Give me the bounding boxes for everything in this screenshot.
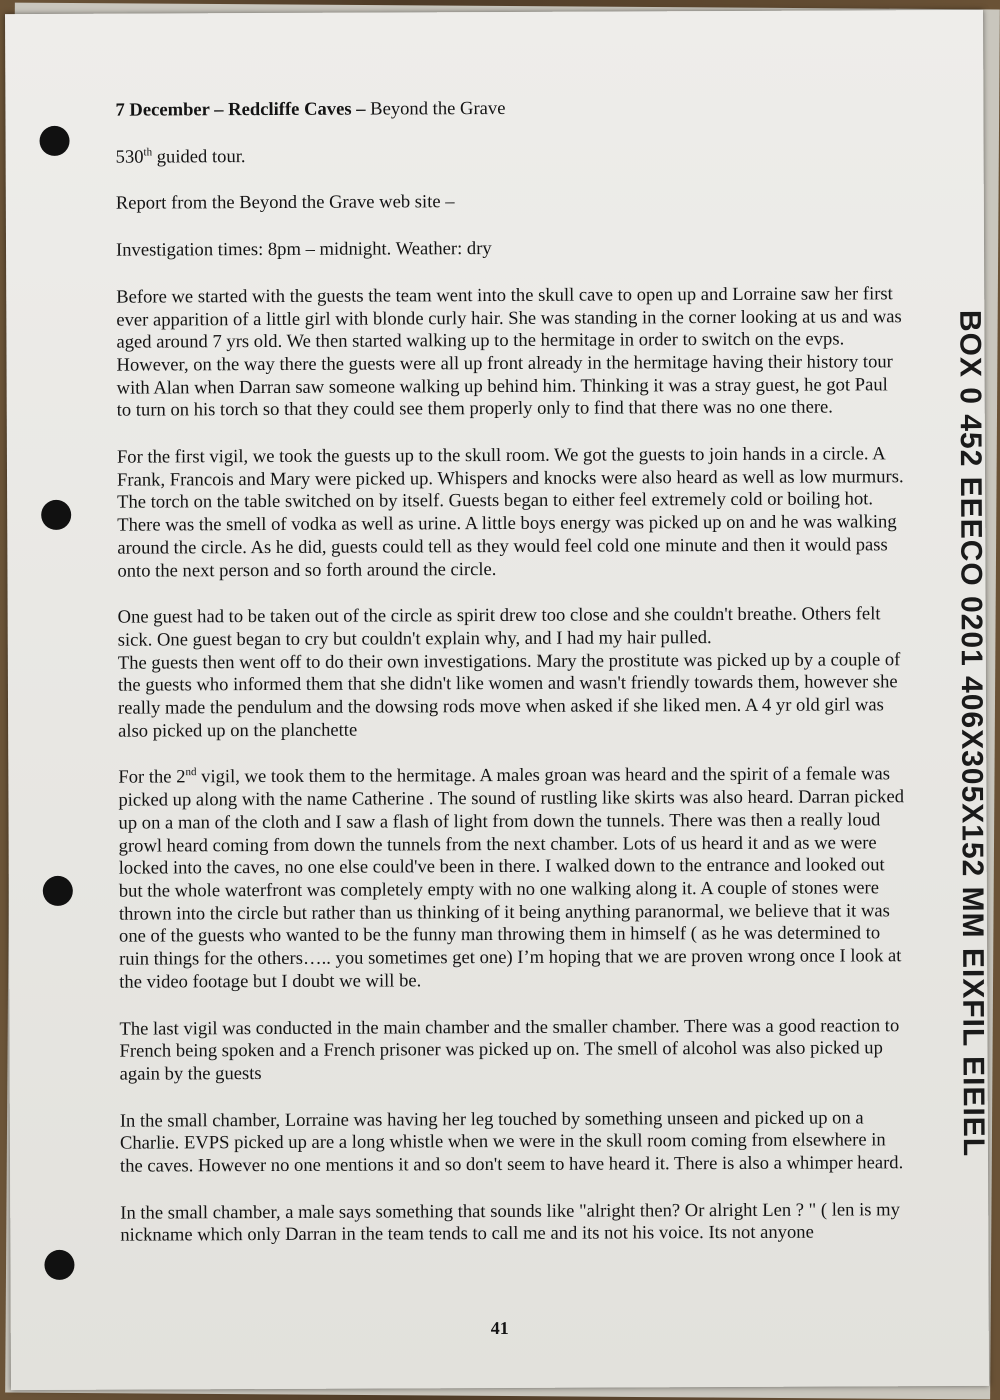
page-number: 41 xyxy=(490,1317,509,1339)
punch-hole xyxy=(39,126,69,156)
times-line: Investigation times: 8pm – midnight. Weather: dry xyxy=(115,238,492,261)
tour-number: 530 xyxy=(115,146,144,168)
punch-hole xyxy=(44,1250,74,1280)
tour-suffix: th xyxy=(143,146,153,159)
punch-hole xyxy=(43,876,73,906)
paragraph-3b: The guests then went off to do their own investigations. Mary the prostitute was picked up by a couple of the guests who informed them that she didn't like women and wasn't friendly towards them, however she really made the pendulum and the dowsing rods move when asked if she liked men. A 4 yr old girl was also picked up on the planchette xyxy=(117,648,901,742)
heading-date: 7 December xyxy=(115,99,210,121)
heading-subtitle: Beyond the Grave xyxy=(370,97,506,120)
heading-dash: – xyxy=(209,99,229,121)
document-body xyxy=(115,96,910,1272)
report-line: Report from the Beyond the Grave web site – xyxy=(115,191,455,215)
document-page xyxy=(5,10,989,1390)
tour-text: guided tour. xyxy=(152,145,246,168)
paragraph-4-text: vigil, we took them to the hermitage. A males groan was heard and the spirit of a female was picked up along with the name Catherine . The sound of rustling like skirts was also heard. Darran picked up on a man of the cloth and I saw a flash of light from down the tunnels. There was then a really loud growl heard coming from down the tunnels from the next chamber. Lots of us heard it and as we were locked into the caves, no one else could've been in there. I walked down to the entrance and looked out but the whole waterfront was completely empty with no one walking along it. A couple of stones were thrown into the circle but rather than us thinking of it being anything paranormal, we believe that it was one of the guests who wanted to be the funny man throwing them in himself ( as he was determined to ruin things for the others….. you sometimes get one) I’m hoping that we are proven wrong once I look at the video footage but I doubt we will be. xyxy=(118,763,905,993)
paragraph-7: In the small chamber, a male says something that sounds like "alright then? Or alright Len ? " ( len is my nickname which only Darran in the team tends to call me and its not his voice. Its not anyone xyxy=(120,1198,900,1247)
paragraph-4-start: For the 2 xyxy=(118,766,186,789)
paragraph-1: Before we started with the guests the team went into the skull cave to open up and Lorraine saw her first ever apparition of a little girl with blonde curly hair. She was standing in the corner looking at us and was aged around 7 yrs old. We then started walking up to the hermitage in order to switch on the evps. However, on the way there the guests were all up front already in the hermitage having their history tour with Alan when Darran saw someone walking up behind him. Thinking it was a stray guest, he got Paul to turn on his torch so that they could see them properly only to find that there was no one there. xyxy=(116,283,902,421)
heading-location: Redcliffe Caves xyxy=(228,98,352,121)
ordinal-suffix: nd xyxy=(185,766,197,779)
paragraph-6: In the small chamber, Lorraine was having her leg touched by something unseen and picked up on a Charlie. EVPS picked up are a long whistle when we were in the skull room coming from elsewhere in the caves. However no one mentions it and so don't seem to have heard it. There is also a whimper heard. xyxy=(119,1107,904,1177)
paragraph-5: The last vigil was conducted in the main chamber and the smaller chamber. There was a good reaction to French being spoken and a French prisoner was picked up on. The smell of alcohol was also picked up again by the guests xyxy=(119,1014,900,1085)
heading-dash: – xyxy=(351,98,371,120)
document-heading xyxy=(115,96,905,122)
paragraph-4 xyxy=(118,764,909,994)
punch-hole xyxy=(41,500,71,530)
paragraph-3a: One guest had to be taken out of the circle as spirit drew too close and she couldn't breathe. Others felt sick. One guest began to cry but couldn't explain why, and I had my hair pulled. xyxy=(117,603,881,651)
paragraph-2: For the first vigil, we took the guests up to the skull room. We got the guests to join hands in a circle. A Frank, Francois and Mary were picked up. Whispers and knocks were also heard as well as low murmurs. The torch on the table switched on by itself. Guests began to either feel extremely cold or boiling hot. There was the smell of vodka as well as urine. A little boys energy was picked up on and he was walking around the circle. As he did, guests could tell as they would feel cold one minute and then it would pass onto the next person and so forth around the circle. xyxy=(116,443,904,582)
side-stamp-text: BOX 0 452 EEECO 0201 406X305X152 MM EIXFIL EIEIEL xyxy=(953,309,990,1158)
tour-line xyxy=(116,143,906,169)
